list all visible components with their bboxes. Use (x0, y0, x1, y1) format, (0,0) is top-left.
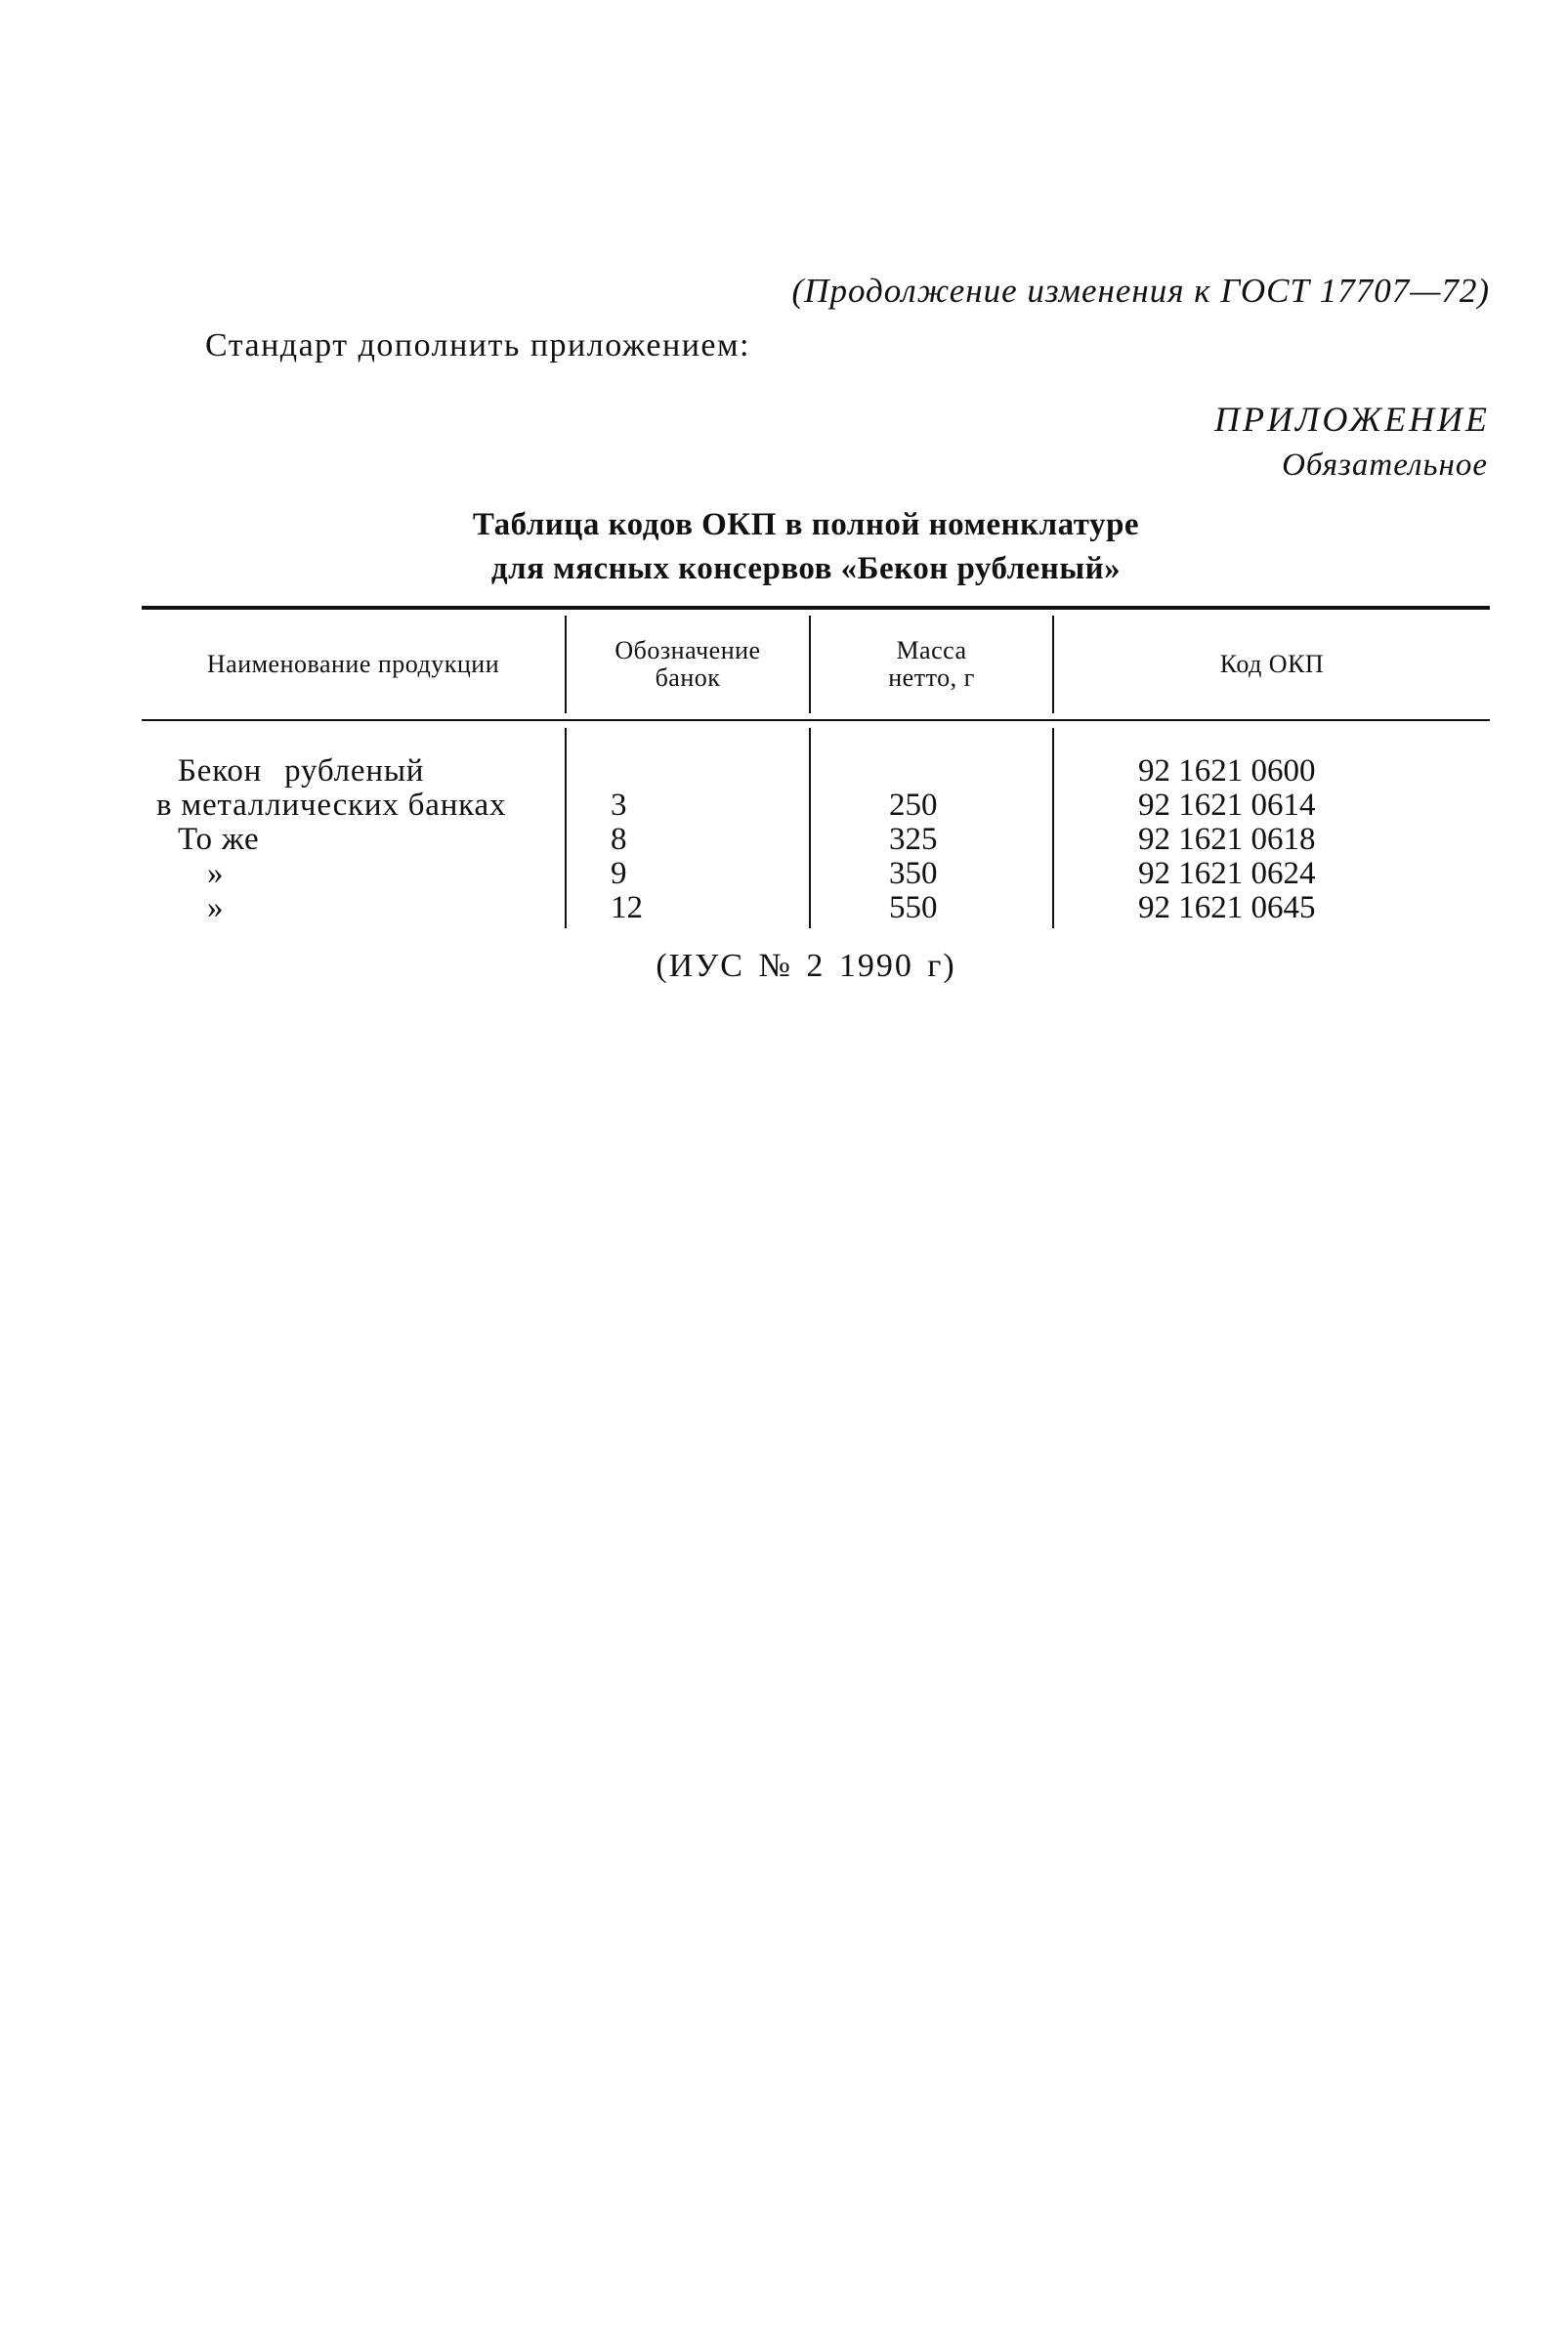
net-mass-column (811, 754, 1055, 925)
column-header-code (1054, 614, 1490, 715)
can-designation-value: 3 (611, 788, 627, 823)
column-header-mass-line-2: нетто, г (888, 663, 975, 692)
table-title (0, 503, 1568, 591)
column-header-code-label: Код ОКП (1219, 650, 1325, 678)
column-header-name (142, 614, 565, 715)
net-mass-value: 250 (889, 788, 938, 823)
net-mass-value: 325 (889, 822, 938, 857)
column-header-mass-line-1: Масса (896, 636, 967, 664)
product-name-line: » (207, 856, 225, 891)
okp-code-value: 92 1621 0645 (1138, 890, 1316, 925)
okp-code-value: 92 1621 0624 (1138, 856, 1316, 891)
product-name-line: То же (178, 822, 260, 857)
net-mass-value: 350 (889, 856, 938, 891)
net-mass-value (889, 754, 957, 789)
okp-code-value: 92 1621 0600 (1138, 753, 1316, 789)
okp-code-value: 92 1621 0618 (1138, 822, 1316, 857)
product-name-column (156, 754, 557, 925)
column-header-mass (811, 614, 1052, 715)
table-title-line-2: для мясных консервов «Бекон рубленый» (490, 551, 1122, 586)
can-designation-column (567, 754, 811, 925)
appendix-label: ПРИЛОЖЕНИЕ (1214, 400, 1490, 439)
okp-code-value: 92 1621 0614 (1138, 788, 1316, 823)
intro-text: Стандарт дополнить приложением: (205, 327, 750, 363)
okp-code-column (1055, 754, 1490, 925)
product-name-line: Бекон рубленый (178, 753, 425, 789)
table-header-rule (142, 719, 1490, 721)
can-designation-value (611, 754, 699, 789)
column-header-cans-line-1: Обозначение (614, 636, 761, 664)
table-title-line-1: Таблица кодов ОКП в полной номенклатуре (472, 507, 1140, 542)
can-designation-value: 12 (611, 890, 643, 925)
net-mass-value: 550 (889, 890, 938, 925)
column-header-cans-line-2: банок (655, 663, 721, 692)
table-top-rule (142, 606, 1490, 610)
column-header-name-label: Наименование продукции (206, 650, 500, 678)
product-name-line: в металлических банках (156, 788, 507, 823)
source-reference: (ИУС № 2 1990 г) (656, 948, 956, 984)
product-name-line: » (207, 890, 225, 925)
continuation-note: (Продолжение изменения к ГОСТ 17707—72) (791, 272, 1490, 310)
can-designation-value: 8 (611, 822, 627, 857)
column-header-cans (567, 614, 809, 715)
appendix-status: Обязательное (1282, 448, 1488, 483)
can-designation-value: 9 (611, 856, 627, 891)
